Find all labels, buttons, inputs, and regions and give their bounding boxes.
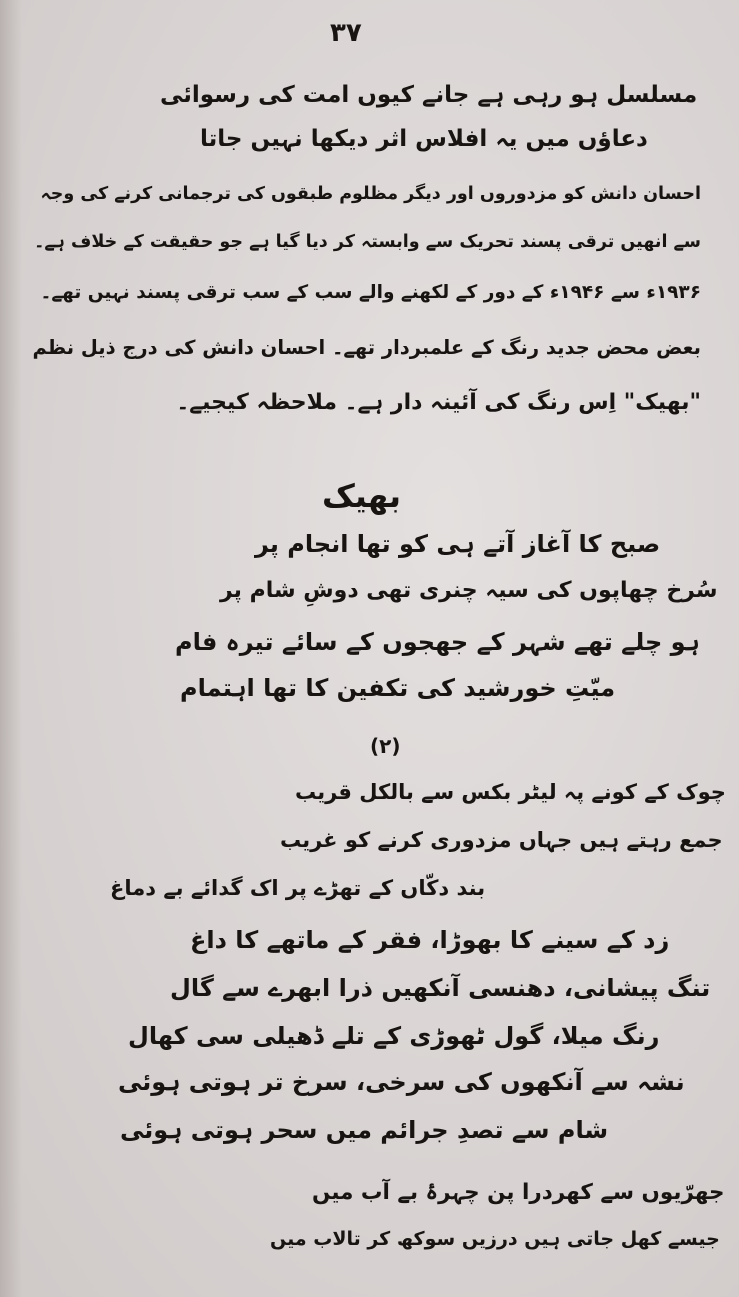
poem-verse: بند دکّاں کے تھڑے پر اک گدائے بے دماغ [110,876,486,900]
paragraph-line-2: سے انھیں ترقی پسند تحریک سے وابستہ کر دیا گیا ہے جو حقیقت کے خلاف ہے۔ [34,232,701,252]
poem-verse: صبح کا آغاز آتے ہی کو تھا انجام پر [255,530,661,558]
opening-couplet-line-1: مسلسل ہو رہی ہے جانے کیوں امت کی رسوائی [160,82,698,108]
paragraph-line-3: ۱۹۳۶ء سے ۱۹۴۶ء کے دور کے لکھنے والے سب کے سب ترقی پسند نہیں تھے۔ [40,282,701,303]
poem-verse: چوک کے کونے پہ لیٹر بکس سے بالکل قریب [295,780,726,804]
poem-verse: رنگ میلا، گول ٹھوڑی کے تلے ڈھیلی سی کھال [128,1022,660,1050]
poem-verse: جیسے کھل جاتی ہیں درزیں سوکھ کر تالاب میں [270,1228,720,1250]
poem-verse: جمع رہتے ہیں جہاں مزدوری کرنے کو غریب [280,828,723,852]
poem-verse: سُرخ چھاپوں کی سیہ چنری تھی دوشِ شام پر [220,578,718,603]
page-gutter-shadow [0,0,22,1297]
poem-verse: ہو چلے تھے شہر کے جھجوں کے سائے تیرہ فام [175,628,700,656]
poem-verse: تنگ پیشانی، دھنسی آنکھیں ذرا ابھرے سے گال [170,974,711,1002]
poem-verse: جھرّیوں سے کھردرا پن چہرۂ بے آب میں [312,1180,725,1205]
poem-verse: میّتِ خورشید کی تکفین کا تھا اہتمام [180,674,616,702]
poem-verse: زد کے سینے کا بھوڑا، فقر کے ماتھے کا داغ [190,926,670,954]
page-number: ۳۷ [330,18,362,48]
stanza-number: (۲) [370,734,401,758]
poem-verse: شام سے تصدِ جرائم میں سحر ہوتی ہوئی [120,1116,609,1144]
poem-title: بھیک [322,477,401,515]
paragraph-line-4: بعض محض جدید رنگ کے علمبردار تھے۔ احسان دانش کی درج ذیل نظم [32,336,701,359]
poem-verse: نشہ سے آنکھوں کی سرخی، سرخ تر ہوتی ہوئی [118,1068,685,1096]
opening-couplet-line-2: دعاؤں میں یہ افلاس اثر دیکھا نہیں جاتا [200,126,648,152]
paragraph-line-5: "بھیک" اِس رنگ کی آئینہ دار ہے۔ ملاحظہ کیجیے۔ [176,390,701,415]
paragraph-line-1: احسان دانش کو مزدوروں اور دیگر مظلوم طبقوں کی ترجمانی کرنے کی وجہ [40,184,701,204]
